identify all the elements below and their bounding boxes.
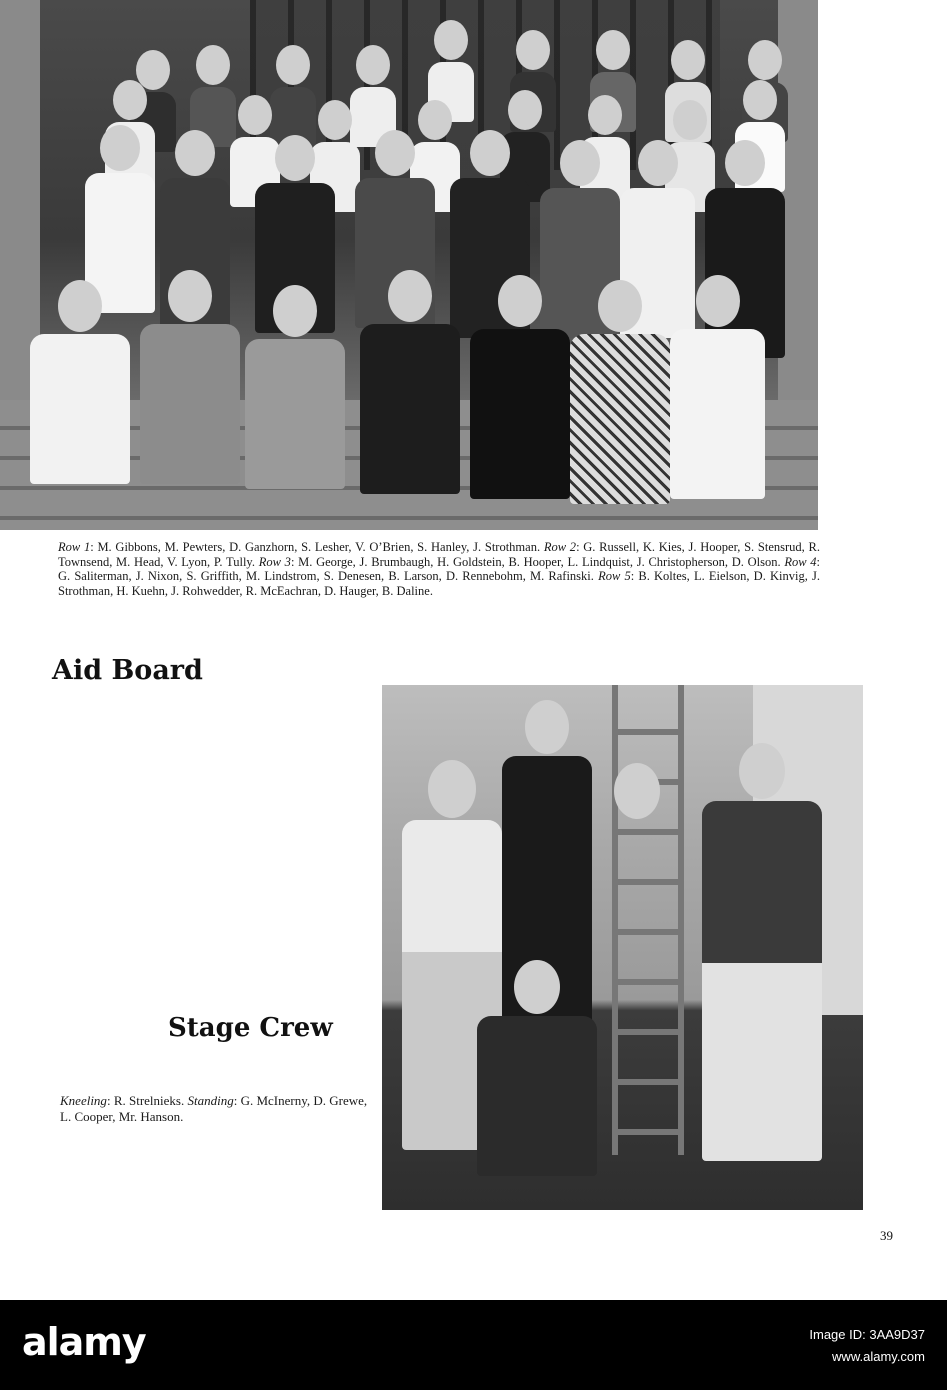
person (470, 275, 570, 499)
kneeling-label: Kneeling (60, 1093, 107, 1108)
stock-watermark-bar (0, 1300, 947, 1390)
row-label: Row 5 (598, 569, 631, 584)
row-label: Row 3 (258, 554, 291, 569)
alamy-logo: alamy (22, 1320, 146, 1364)
row-label: Row 2 (543, 540, 577, 554)
watermark-info (809, 1324, 925, 1368)
page-number: 39 (880, 1228, 893, 1243)
row-names: G. Saliterman, J. Nixon, S. Griffith, M. Lindstrom, S. Denesen, B. Larson, D. Rennebohm, M. Rafinski. (58, 569, 594, 584)
row-names: B. Koltes, L. Eielson, D. Kinvig, J. Strothman, H. Kuehn, J. Rohwedder, R. McEachran, D. Hauger, B. Daline. (58, 569, 821, 598)
row-label: Row 4 (784, 554, 817, 569)
standing-names: G. McInerny, D. Grewe, L. Cooper, Mr. Hanson. (60, 1093, 368, 1124)
person (245, 285, 345, 489)
site-url: www.alamy.com (832, 1349, 925, 1364)
aid-board-heading: Aid Board (52, 655, 203, 686)
stage-crew-heading: Stage Crew (168, 1013, 333, 1043)
aid-board-group-photo (0, 0, 818, 530)
aid-board-caption: Row 1: M. Gibbons, M. Pewters, D. Ganzhorn, S. Lesher, V. O’Brien, S. Hanley, J. Strothman. Row 2: G. Russell, K. Kies, J. Hooper, S. Stensrud, R. Townsend, M. Head, V. Lyon, P. Tully. Row 3: M. George, J. Brumbaugh, H. Goldstein, B. Hooper, L. Lindquist, J. Christopherson, D. Olson. Row 4: G. Saliterman, J. Nixon, S. Griffith, M. Lindstrom, S. Denesen, B. Larson, D. Rennebohm, M. Rafinski. Row 5: B. Koltes, L. Eielson, D. Kinvig, J. Strothman, H. Kuehn, J. Rohwedder, R. McEachran, D. Hauger, B. Daline. (58, 540, 821, 598)
stage-crew-caption: Kneeling: R. Strelnieks. Standing: G. McInerny, D. Grewe, L. Cooper, Mr. Hanson. (60, 1093, 368, 1124)
row-names: M. George, J. Brumbaugh, H. Goldstein, B. Hooper, L. Lindquist, J. Christopherson, D. Olson. (298, 554, 781, 569)
person (140, 270, 240, 484)
person (30, 280, 130, 484)
row-names: G. Russell, K. Kies, J. Hooper, S. Stensrud, R. Townsend, M. Head, V. Lyon, P. Tully. (58, 540, 820, 569)
stage-crew-photo (382, 685, 863, 1210)
kneeling-names: R. Strelnieks. (113, 1093, 185, 1108)
person (570, 280, 670, 504)
person (702, 743, 822, 1161)
person (670, 275, 765, 499)
standing-label: Standing (187, 1093, 234, 1108)
person (477, 960, 597, 1176)
person (360, 270, 460, 494)
person (587, 763, 687, 1151)
row-label: Row 1 (58, 540, 91, 554)
image-id: Image ID: 3AA9D37 (809, 1327, 925, 1342)
row-names: M. Gibbons, M. Pewters, D. Ganzhorn, S. Lesher, V. O’Brien, S. Hanley, J. Strothman. (97, 540, 541, 554)
